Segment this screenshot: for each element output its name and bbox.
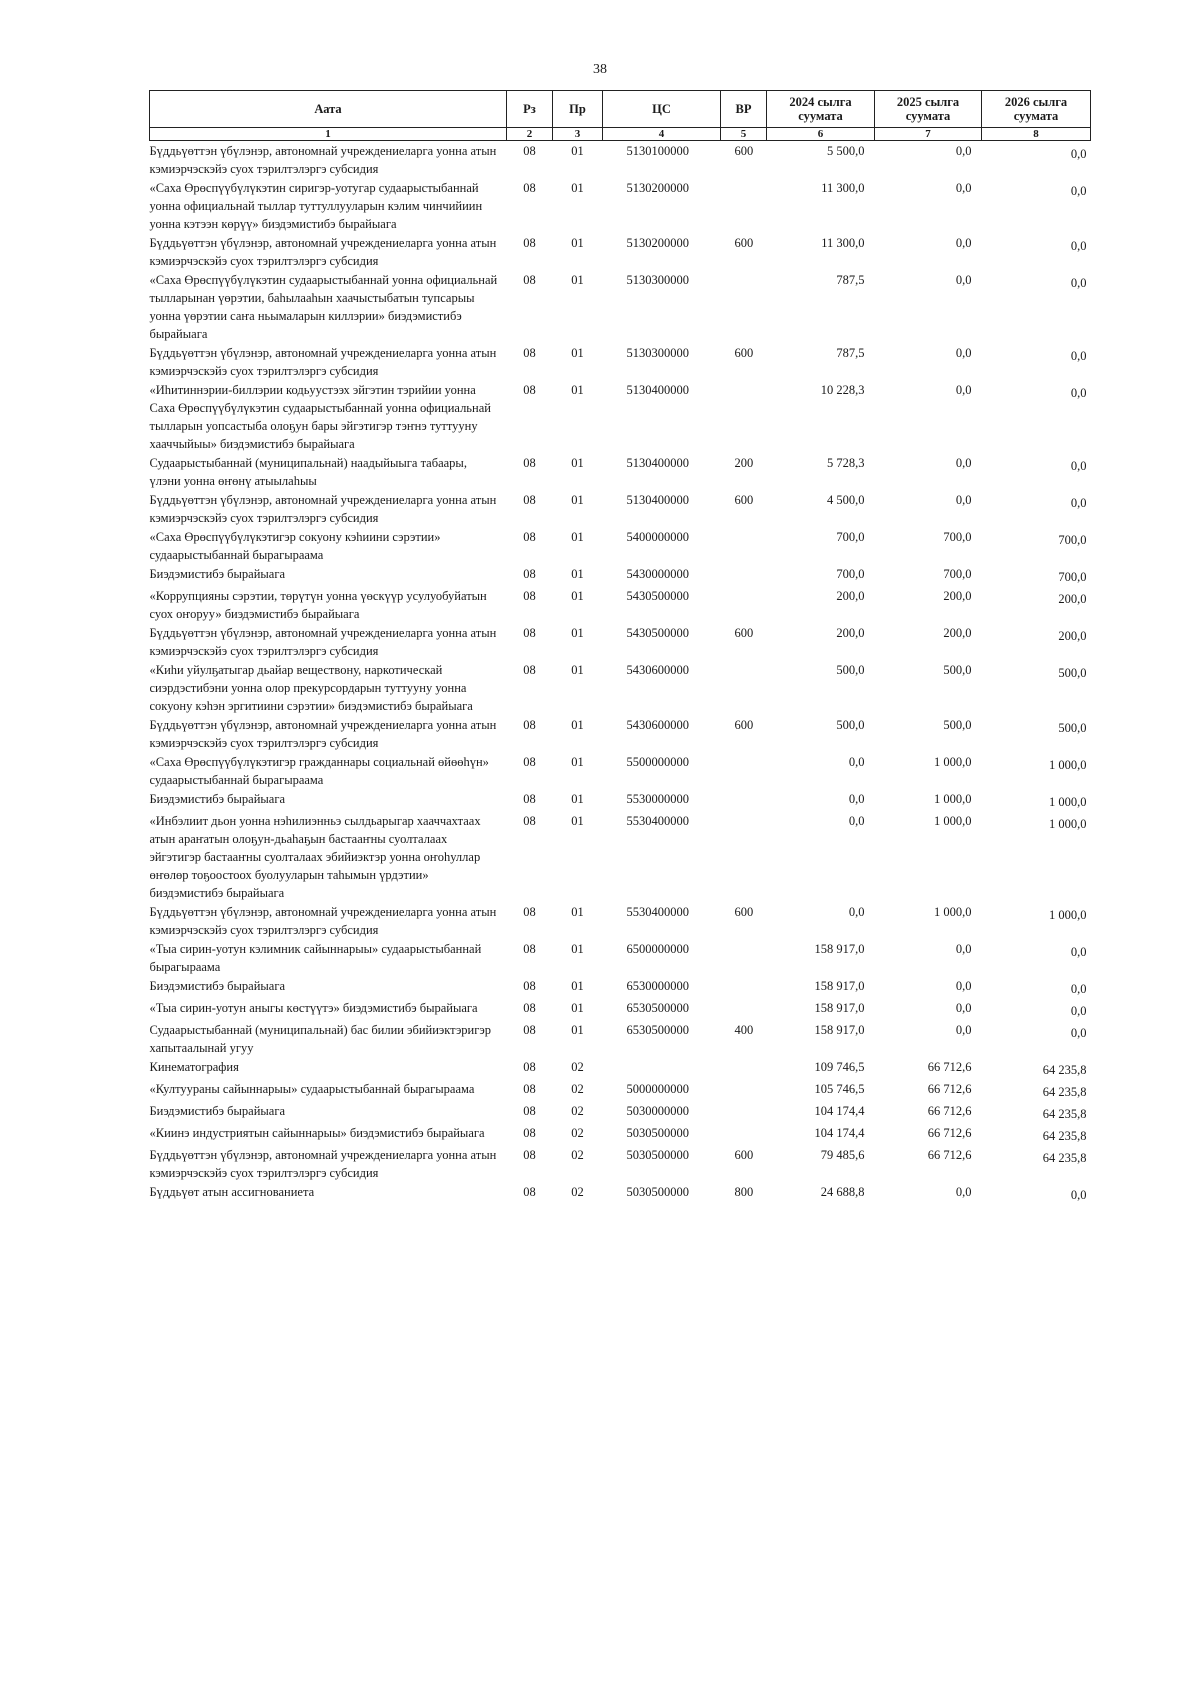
row-pr-cell: 01 — [571, 905, 584, 919]
row-name-cell: Бүддьүөттэн үбүлэнэр, автономнай учреждениеларга уонна атын кэмиэрчэскэйэ суох тэрилтэлэргэ субсидия — [149, 718, 497, 750]
row-vr-cell — [721, 1101, 767, 1123]
row-name-cell: Биэдэмистибэ бырайыага — [149, 792, 286, 806]
row-name-cell: «Тыа сирин-уотун кэлимник сайыннарыы» судаарыстыбаннай бырагыраама — [149, 942, 482, 974]
table-row — [150, 1020, 1091, 1057]
row-2025-amount: 0,0 — [955, 346, 972, 360]
row-rz-cell: 08 — [523, 1060, 536, 1074]
table-row — [150, 343, 1091, 380]
row-2026-amount: 0,0 — [1070, 1004, 1087, 1018]
row-name-cell: Кинематография — [149, 1060, 239, 1074]
row-2024-amount: 0,0 — [848, 905, 865, 919]
header-cell: ЦС — [603, 91, 721, 128]
row-name-cell: «Коррупцияны сэрэтии, төрүтүн уонна үөскүүр усулуобуйатын суох оҥоруу» биэдэмистибэ бырайыага — [149, 589, 487, 621]
row-2026-amount: 0,0 — [1070, 184, 1087, 198]
row-2024-amount: 0,0 — [848, 792, 865, 806]
row-2025-amount: 66 712,6 — [927, 1148, 972, 1162]
row-cs-cell: 5130200000 — [626, 236, 689, 250]
row-pr-cell: 01 — [571, 626, 584, 640]
row-vr-cell — [721, 1079, 767, 1101]
row-rz-cell: 08 — [523, 456, 536, 470]
row-vr-cell: 600 — [734, 626, 754, 640]
row-vr-cell: 400 — [734, 1023, 754, 1037]
row-rz-cell: 08 — [523, 792, 536, 806]
header-cell: ВР — [721, 91, 767, 128]
row-2026-amount: 0,0 — [1070, 386, 1087, 400]
row-2026-amount: 700,0 — [1058, 533, 1087, 547]
row-vr-cell — [721, 752, 767, 789]
row-vr-cell — [721, 811, 767, 902]
row-cs-cell: 5130400000 — [626, 493, 689, 507]
row-2025-amount: 500,0 — [943, 718, 972, 732]
row-2025-amount: 0,0 — [955, 1001, 972, 1015]
header-cell: 2024 сылга суумата — [767, 91, 875, 128]
header-cell: Пр — [553, 91, 603, 128]
row-2026-amount: 1 000,0 — [1049, 817, 1087, 831]
row-name-cell: Биэдэмистибэ бырайыага — [149, 979, 286, 993]
row-vr-cell: 800 — [734, 1185, 754, 1199]
row-2025-amount: 0,0 — [955, 456, 972, 470]
row-2025-amount: 0,0 — [955, 273, 972, 287]
row-vr-cell — [721, 564, 767, 586]
budget-table — [149, 90, 1091, 1204]
row-pr-cell: 02 — [571, 1082, 584, 1096]
row-2024-amount: 5 728,3 — [827, 456, 865, 470]
row-2025-amount: 200,0 — [943, 589, 972, 603]
table-row — [150, 1123, 1091, 1145]
row-vr-cell: 600 — [734, 493, 754, 507]
row-2024-amount: 787,5 — [836, 273, 865, 287]
row-vr-cell: 600 — [734, 346, 754, 360]
row-2026-amount: 0,0 — [1070, 1188, 1087, 1202]
row-2026-amount: 1 000,0 — [1049, 795, 1087, 809]
row-rz-cell: 08 — [523, 493, 536, 507]
row-vr-cell: 600 — [734, 236, 754, 250]
row-2024-amount: 105 746,5 — [814, 1082, 865, 1096]
page-number: 38 — [593, 62, 607, 77]
table-row — [150, 752, 1091, 789]
row-name-cell: Бүддьүөттэн үбүлэнэр, автономнай учреждениеларга уонна атын кэмиэрчэскэйэ суох тэрилтэлэргэ субсидия — [149, 1148, 497, 1180]
table-row — [150, 1182, 1091, 1204]
row-cs-cell: 6530500000 — [626, 1023, 689, 1037]
row-2024-amount: 0,0 — [848, 755, 865, 769]
row-pr-cell: 01 — [571, 663, 584, 677]
row-name-cell: Бүддьүөттэн үбүлэнэр, автономнай учреждениеларга уонна атын кэмиэрчэскэйэ суох тэрилтэлэргэ субсидия — [149, 236, 497, 268]
row-2025-amount: 1 000,0 — [934, 814, 972, 828]
row-2024-amount: 200,0 — [836, 589, 865, 603]
row-rz-cell: 08 — [523, 346, 536, 360]
row-2026-amount: 0,0 — [1070, 276, 1087, 290]
row-2026-amount: 64 235,8 — [1042, 1151, 1087, 1165]
table-row — [150, 1079, 1091, 1101]
row-2026-amount: 1 000,0 — [1049, 758, 1087, 772]
row-name-cell: Бүддьүөттэн үбүлэнэр, автономнай учреждениеларга уонна атын кэмиэрчэскэйэ суох тэрилтэлэргэ субсидия — [149, 493, 497, 525]
row-2025-amount: 700,0 — [943, 567, 972, 581]
row-cs-cell: 5430600000 — [626, 663, 689, 677]
row-pr-cell: 01 — [571, 273, 584, 287]
row-2026-amount: 0,0 — [1070, 147, 1087, 161]
row-2024-amount: 11 300,0 — [821, 236, 865, 250]
header-number-cell: 6 — [767, 128, 875, 141]
row-2026-amount: 1 000,0 — [1049, 908, 1087, 922]
row-2024-amount: 200,0 — [836, 626, 865, 640]
row-vr-cell — [721, 270, 767, 343]
row-pr-cell: 01 — [571, 493, 584, 507]
row-vr-cell — [721, 527, 767, 564]
row-name-cell: «Киинэ индустриятын сайыннарыы» биэдэмистибэ бырайыага — [149, 1126, 485, 1140]
header-cell: Аата — [150, 91, 507, 128]
row-rz-cell: 08 — [523, 979, 536, 993]
row-pr-cell: 01 — [571, 814, 584, 828]
header-number-cell: 7 — [875, 128, 982, 141]
row-cs-cell: 6530000000 — [626, 979, 689, 993]
row-rz-cell: 08 — [523, 1082, 536, 1096]
row-2024-amount: 0,0 — [848, 814, 865, 828]
row-name-cell: Бүддьүөттэн үбүлэнэр, автономнай учреждениеларга уонна атын кэмиэрчэскэйэ суох тэрилтэлэргэ субсидия — [149, 346, 497, 378]
header-number-cell: 5 — [721, 128, 767, 141]
row-2024-amount: 158 917,0 — [814, 1023, 865, 1037]
row-cs-cell: 5530400000 — [626, 814, 689, 828]
row-cs-cell: 5530400000 — [626, 905, 689, 919]
row-2026-amount: 64 235,8 — [1042, 1107, 1087, 1121]
row-2024-amount: 4 500,0 — [827, 493, 865, 507]
row-rz-cell: 08 — [523, 1126, 536, 1140]
row-pr-cell: 01 — [571, 567, 584, 581]
row-name-cell: «Саха Өрөспүүбүлүкэтин судаарыстыбаннай уонна официальнай тылларынан үөрэтии, баһылааһын хаачыстыбатын тупсарыы уонна үөрэтии саҥа ньымаларын киллэрии» биэдэмистибэ бырайыага — [149, 273, 498, 341]
row-cs-cell: 5400000000 — [626, 530, 689, 544]
row-vr-cell: 600 — [734, 1148, 754, 1162]
row-2025-amount: 0,0 — [955, 383, 972, 397]
row-2026-amount: 500,0 — [1058, 721, 1087, 735]
row-name-cell: «Саха Өрөспүүбүлүкэтигэр сокуону кэһиини сэрэтии» судаарыстыбаннай бырагыраама — [149, 530, 441, 562]
row-2025-amount: 1 000,0 — [934, 755, 972, 769]
row-rz-cell: 08 — [523, 663, 536, 677]
row-pr-cell: 02 — [571, 1104, 584, 1118]
row-pr-cell: 01 — [571, 942, 584, 956]
row-2025-amount: 66 712,6 — [927, 1104, 972, 1118]
row-rz-cell: 08 — [523, 755, 536, 769]
row-cs-cell: 5000000000 — [626, 1082, 689, 1096]
row-name-cell: Биэдэмистибэ бырайыага — [149, 1104, 286, 1118]
row-pr-cell: 01 — [571, 181, 584, 195]
row-cs-cell: 5130200000 — [626, 181, 689, 195]
row-2025-amount: 0,0 — [955, 181, 972, 195]
table-row — [150, 976, 1091, 998]
row-cs-cell: 6500000000 — [626, 942, 689, 956]
table-body — [150, 141, 1091, 1205]
row-name-cell: «Иһитиннэрии-биллэрии кодьуустээх эйгэтин тэрийии уонна Саха Өрөспүүбүлүкэтин судаарыстыбаннай уонна официальнай тылларын уопсастыба олоҕун бары эйгэтигэр тэҥнэ туттууну хааччыйыы» биэдэмистибэ бырайыага — [149, 383, 491, 451]
row-cs-cell: 5030500000 — [626, 1185, 689, 1199]
row-2026-amount: 64 235,8 — [1042, 1063, 1087, 1077]
row-rz-cell: 08 — [523, 144, 536, 158]
table-row — [150, 270, 1091, 343]
row-pr-cell: 01 — [571, 530, 584, 544]
row-vr-cell: 600 — [734, 905, 754, 919]
row-2026-amount: 0,0 — [1070, 945, 1087, 959]
row-vr-cell: 200 — [734, 456, 754, 470]
row-name-cell: Бүддьүөттэн үбүлэнэр, автономнай учреждениеларга уонна атын кэмиэрчэскэйэ суох тэрилтэлэргэ субсидия — [149, 905, 497, 937]
row-pr-cell: 01 — [571, 236, 584, 250]
row-cs-cell: 5030500000 — [626, 1148, 689, 1162]
table-header — [150, 91, 1091, 141]
table-row — [150, 380, 1091, 453]
row-pr-cell: 01 — [571, 755, 584, 769]
row-2024-amount: 787,5 — [836, 346, 865, 360]
row-cs-cell — [603, 1057, 721, 1079]
row-2025-amount: 200,0 — [943, 626, 972, 640]
row-name-cell: «Саха Өрөспүүбүлүкэтигэр гражданнары социальнай өйөөһүн» судаарыстыбаннай бырагыраама — [149, 755, 489, 787]
row-cs-cell: 5430600000 — [626, 718, 689, 732]
row-rz-cell: 08 — [523, 181, 536, 195]
row-cs-cell: 5130100000 — [626, 144, 689, 158]
row-name-cell: «Саха Өрөспүүбүлүкэтин сиригэр-уотугар судаарыстыбаннай уонна официальнай тыллар туттуллууларын кэлим чинчийиин уонна кэтээн көрүү» биэдэмистибэ бырайыага — [149, 181, 483, 231]
row-rz-cell: 08 — [523, 1148, 536, 1162]
row-name-cell: Судаарыстыбаннай (муниципальнай) наадыйыыга табаары, үлэни уонна өҥөнү атыылаһыы — [149, 456, 467, 488]
row-pr-cell: 01 — [571, 589, 584, 603]
table-row — [150, 1145, 1091, 1182]
row-2025-amount: 66 712,6 — [927, 1126, 972, 1140]
row-2025-amount: 0,0 — [955, 1023, 972, 1037]
row-2024-amount: 10 228,3 — [820, 383, 865, 397]
row-name-cell: «Инбэлиит дьон уонна нэһилиэнньэ сылдьарыгар хааччахтаах атын араҥатын олоҕун-дьаһаҕын бастааҥны суолталаах эйгэтигэр бастааҥны суолталаах эбийиэктэр уонна оҥоһуллар өҥөлөр тоҕоостоох буолууларын таһымын үрдэтии» биэдэмистибэ бырайыага — [149, 814, 481, 900]
row-2026-amount: 0,0 — [1070, 982, 1087, 996]
header-cell: 2025 сылга суумата — [875, 91, 982, 128]
row-2026-amount: 700,0 — [1058, 570, 1087, 584]
row-cs-cell: 5030500000 — [626, 1126, 689, 1140]
row-rz-cell: 08 — [523, 942, 536, 956]
table-row — [150, 178, 1091, 233]
row-vr-cell — [721, 586, 767, 623]
header-number-cell: 2 — [507, 128, 553, 141]
row-2025-amount: 1 000,0 — [934, 905, 972, 919]
row-cs-cell: 5130300000 — [626, 273, 689, 287]
row-name-cell: «Киһи уйулҕатыгар дьайар веществону, наркотическай сиэрдэстибэни уонна олор прекурсордарын туттууну уонна сокуону кэһэн эргитиини сэрэтии» биэдэмистибэ бырайыага — [149, 663, 473, 713]
row-pr-cell: 01 — [571, 1001, 584, 1015]
header-number-cell: 8 — [982, 128, 1091, 141]
row-cs-cell: 5500000000 — [626, 755, 689, 769]
row-2024-amount: 24 688,8 — [820, 1185, 865, 1199]
row-rz-cell: 08 — [523, 1104, 536, 1118]
row-cs-cell: 5130400000 — [626, 456, 689, 470]
row-rz-cell: 08 — [523, 905, 536, 919]
row-name-cell: «Тыа сирин-уотун аныгы көстүүтэ» биэдэмистибэ бырайыага — [149, 1001, 478, 1015]
row-2026-amount: 64 235,8 — [1042, 1129, 1087, 1143]
row-2024-amount: 104 174,4 — [814, 1126, 865, 1140]
row-2024-amount: 158 917,0 — [814, 1001, 865, 1015]
table-row — [150, 623, 1091, 660]
row-vr-cell — [721, 178, 767, 233]
row-vr-cell — [721, 1057, 767, 1079]
row-rz-cell: 08 — [523, 1185, 536, 1199]
header-number-cell: 1 — [150, 128, 507, 141]
row-rz-cell: 08 — [523, 589, 536, 603]
row-2025-amount: 0,0 — [955, 979, 972, 993]
row-vr-cell — [721, 998, 767, 1020]
table-row — [150, 998, 1091, 1020]
row-2025-amount: 0,0 — [955, 1185, 972, 1199]
row-2026-amount: 500,0 — [1058, 666, 1087, 680]
row-pr-cell: 02 — [571, 1126, 584, 1140]
row-pr-cell: 01 — [571, 792, 584, 806]
row-rz-cell: 08 — [523, 383, 536, 397]
row-2025-amount: 66 712,6 — [927, 1082, 972, 1096]
table-row — [150, 715, 1091, 752]
header-row — [150, 91, 1091, 128]
row-vr-cell — [721, 660, 767, 715]
row-cs-cell: 5130400000 — [626, 383, 689, 397]
table-row — [150, 233, 1091, 270]
row-2025-amount: 66 712,6 — [927, 1060, 972, 1074]
row-rz-cell: 08 — [523, 814, 536, 828]
row-rz-cell: 08 — [523, 718, 536, 732]
row-2026-amount: 64 235,8 — [1042, 1085, 1087, 1099]
row-name-cell: Бүддьүөттэн үбүлэнэр, автономнай учреждениеларга уонна атын кэмиэрчэскэйэ суох тэрилтэлэргэ субсидия — [149, 144, 497, 176]
row-2024-amount: 500,0 — [836, 663, 865, 677]
row-pr-cell: 01 — [571, 456, 584, 470]
row-rz-cell: 08 — [523, 273, 536, 287]
row-vr-cell — [721, 380, 767, 453]
row-2024-amount: 5 500,0 — [827, 144, 865, 158]
row-name-cell: Бүддьүөт атын ассигнованиета — [149, 1185, 315, 1199]
row-2026-amount: 0,0 — [1070, 239, 1087, 253]
row-2024-amount: 104 174,4 — [814, 1104, 865, 1118]
row-pr-cell: 01 — [571, 383, 584, 397]
row-cs-cell: 5430500000 — [626, 626, 689, 640]
row-pr-cell: 02 — [571, 1185, 584, 1199]
row-2024-amount: 158 917,0 — [814, 942, 865, 956]
row-name-cell: «Култуураны сайыннарыы» судаарыстыбаннай бырагыраама — [149, 1082, 475, 1096]
row-2026-amount: 0,0 — [1070, 496, 1087, 510]
row-rz-cell: 08 — [523, 567, 536, 581]
row-rz-cell: 08 — [523, 236, 536, 250]
row-name-cell: Судаарыстыбаннай (муниципальнай) бас билии эбийиэктэригэр хапытаалынай угуу — [149, 1023, 491, 1055]
table-row — [150, 1057, 1091, 1079]
row-2025-amount: 0,0 — [955, 144, 972, 158]
row-vr-cell: 600 — [734, 718, 754, 732]
table-row — [150, 902, 1091, 939]
row-rz-cell: 08 — [523, 1023, 536, 1037]
row-pr-cell: 02 — [571, 1060, 584, 1074]
row-2026-amount: 0,0 — [1070, 459, 1087, 473]
row-2025-amount: 0,0 — [955, 493, 972, 507]
row-cs-cell: 5030000000 — [626, 1104, 689, 1118]
row-cs-cell: 5430000000 — [626, 567, 689, 581]
row-2024-amount: 500,0 — [836, 718, 865, 732]
row-2025-amount: 1 000,0 — [934, 792, 972, 806]
row-2025-amount: 0,0 — [955, 942, 972, 956]
row-2025-amount: 0,0 — [955, 236, 972, 250]
header-number-row — [150, 128, 1091, 141]
row-pr-cell: 01 — [571, 144, 584, 158]
row-2026-amount: 0,0 — [1070, 1026, 1087, 1040]
row-cs-cell: 5430500000 — [626, 589, 689, 603]
table-row — [150, 490, 1091, 527]
table-row — [150, 564, 1091, 586]
row-pr-cell: 01 — [571, 718, 584, 732]
row-2024-amount: 700,0 — [836, 567, 865, 581]
row-2026-amount: 200,0 — [1058, 592, 1087, 606]
row-name-cell: Биэдэмистибэ бырайыага — [149, 567, 286, 581]
row-2026-amount: 0,0 — [1070, 349, 1087, 363]
row-cs-cell: 5130300000 — [626, 346, 689, 360]
row-2025-amount: 500,0 — [943, 663, 972, 677]
row-vr-cell — [721, 939, 767, 976]
table-row — [150, 141, 1091, 179]
row-2024-amount: 109 746,5 — [814, 1060, 865, 1074]
row-pr-cell: 01 — [571, 979, 584, 993]
table-row — [150, 939, 1091, 976]
row-rz-cell: 08 — [523, 530, 536, 544]
header-cell: 2026 сылга суумата — [982, 91, 1091, 128]
row-2024-amount: 700,0 — [836, 530, 865, 544]
row-rz-cell: 08 — [523, 626, 536, 640]
table-row — [150, 811, 1091, 902]
table-row — [150, 789, 1091, 811]
table-row — [150, 586, 1091, 623]
table-row — [150, 660, 1091, 715]
row-2024-amount: 79 485,6 — [820, 1148, 865, 1162]
row-vr-cell — [721, 976, 767, 998]
table-row — [150, 453, 1091, 490]
table-row — [150, 1101, 1091, 1123]
row-rz-cell: 08 — [523, 1001, 536, 1015]
row-2025-amount: 700,0 — [943, 530, 972, 544]
table-row — [150, 527, 1091, 564]
header-number-cell: 4 — [603, 128, 721, 141]
row-pr-cell: 02 — [571, 1148, 584, 1162]
row-2026-amount: 200,0 — [1058, 629, 1087, 643]
header-number-cell: 3 — [553, 128, 603, 141]
row-cs-cell: 5530000000 — [626, 792, 689, 806]
row-2024-amount: 158 917,0 — [814, 979, 865, 993]
row-vr-cell: 600 — [734, 144, 754, 158]
row-2024-amount: 11 300,0 — [821, 181, 865, 195]
row-name-cell: Бүддьүөттэн үбүлэнэр, автономнай учреждениеларга уонна атын кэмиэрчэскэйэ суох тэрилтэлэргэ субсидия — [149, 626, 497, 658]
header-cell: Рз — [507, 91, 553, 128]
row-vr-cell — [721, 789, 767, 811]
row-cs-cell: 6530500000 — [626, 1001, 689, 1015]
row-pr-cell: 01 — [571, 1023, 584, 1037]
row-pr-cell: 01 — [571, 346, 584, 360]
row-vr-cell — [721, 1123, 767, 1145]
